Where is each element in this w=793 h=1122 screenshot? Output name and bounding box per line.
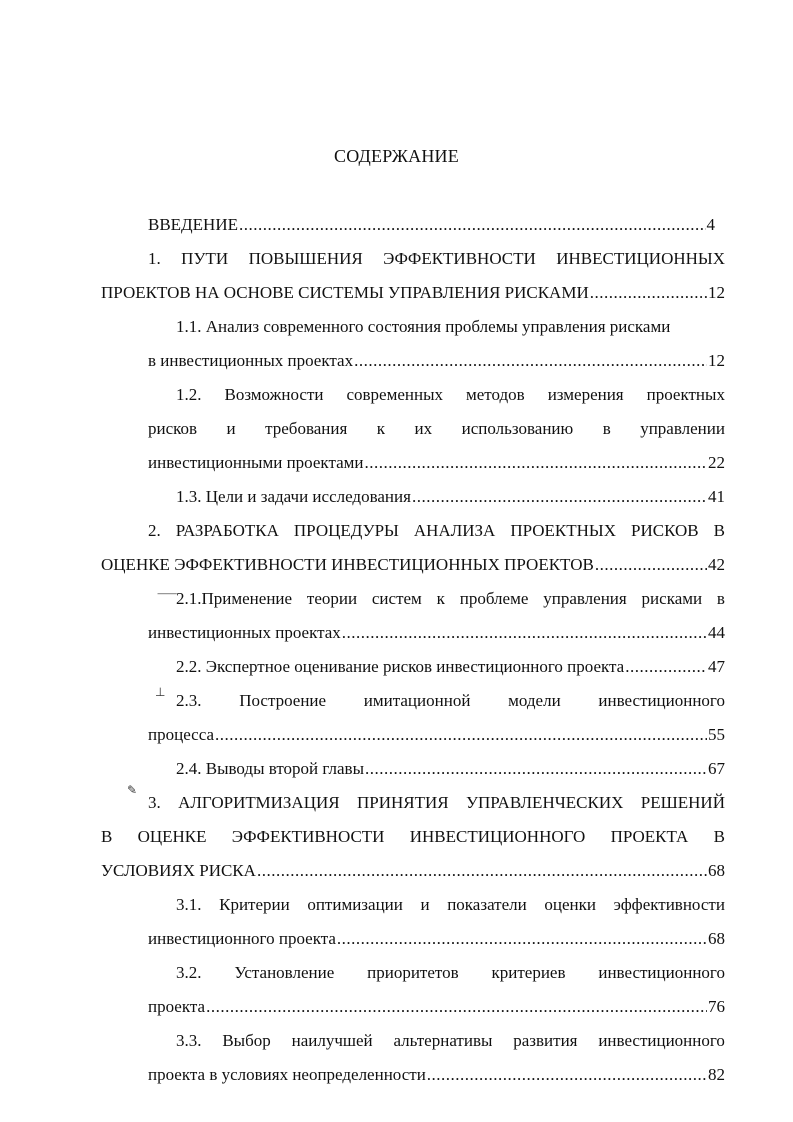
toc-entry-1-3[interactable] bbox=[0, 480, 793, 514]
word: к bbox=[436, 589, 445, 608]
word: альтернативы bbox=[393, 1031, 493, 1050]
word: развития bbox=[513, 1031, 578, 1050]
toc-page-number: 76 bbox=[708, 997, 725, 1016]
word: Построение bbox=[239, 691, 327, 710]
toc-line bbox=[176, 1024, 725, 1058]
toc-line bbox=[148, 344, 725, 378]
toc-line bbox=[148, 718, 725, 752]
toc-page-number: 68 bbox=[708, 929, 725, 948]
word: рисками bbox=[641, 589, 703, 608]
toc-entry-title: ВВЕДЕНИЕ bbox=[148, 215, 238, 234]
toc-entry-chapter-3[interactable] bbox=[0, 786, 793, 888]
word: оценки bbox=[544, 895, 596, 914]
word: ЭФФЕКТИВНОСТИ bbox=[383, 249, 536, 268]
toc-line bbox=[101, 276, 725, 310]
toc-line bbox=[176, 582, 725, 616]
toc-page-number: 12 bbox=[708, 283, 725, 302]
toc-entry-title: УСЛОВИЯХ РИСКА bbox=[101, 861, 256, 880]
toc-entry-title: инвестиционными проектами bbox=[148, 453, 364, 472]
word: ИНВЕСТИЦИОННОГО bbox=[409, 827, 586, 846]
word: их bbox=[414, 419, 433, 438]
word: 3.3. bbox=[176, 1031, 202, 1050]
word: инвестиционного bbox=[598, 691, 725, 710]
word: 2. bbox=[148, 521, 161, 540]
word: управлении bbox=[640, 419, 725, 438]
toc-line bbox=[148, 242, 725, 276]
toc-entry-chapter-1[interactable] bbox=[0, 242, 793, 310]
toc-page-number: 44 bbox=[708, 623, 725, 642]
toc-entry-2-2[interactable] bbox=[0, 650, 793, 684]
toc-entry-title: в инвестиционных проектах bbox=[148, 351, 354, 370]
word: ПРОЕКТНЫХ bbox=[510, 521, 617, 540]
word: и bbox=[226, 419, 236, 438]
word: теории bbox=[306, 589, 358, 608]
word: Критерии bbox=[219, 895, 290, 914]
word: инвестиционного bbox=[598, 963, 725, 982]
word: модели bbox=[508, 691, 561, 710]
toc-entry-chapter-2[interactable] bbox=[0, 514, 793, 582]
word: Установление bbox=[234, 963, 335, 982]
toc-entry-title: 1.1. Анализ современного состояния проблемы управления рисками bbox=[176, 317, 671, 336]
leader-dots bbox=[342, 616, 707, 650]
toc-entry-3-2[interactable] bbox=[0, 956, 793, 1024]
toc-line bbox=[176, 480, 725, 514]
toc-line bbox=[176, 378, 725, 412]
word: РИСКОВ bbox=[631, 521, 699, 540]
toc-line bbox=[101, 854, 725, 888]
word: методов bbox=[466, 385, 525, 404]
toc-entry-title: процесса bbox=[148, 725, 215, 744]
toc-entry-title: ПРОЕКТОВ НА ОСНОВЕ СИСТЕМЫ УПРАВЛЕНИЯ РИСКАМИ bbox=[101, 283, 589, 302]
toc-page-number: 42 bbox=[708, 555, 725, 574]
word: управления bbox=[543, 589, 627, 608]
word: имитационной bbox=[363, 691, 471, 710]
word: систем bbox=[371, 589, 422, 608]
toc-line bbox=[148, 616, 725, 650]
page-title: СОДЕРЖАНИЕ bbox=[334, 146, 459, 166]
word: использованию bbox=[461, 419, 574, 438]
leader-dots bbox=[215, 718, 707, 752]
word: к bbox=[376, 419, 386, 438]
leader-dots bbox=[354, 344, 707, 378]
toc-entry-2-4[interactable] bbox=[0, 752, 793, 786]
word: 3. bbox=[148, 793, 161, 812]
toc-entry-1-1[interactable] bbox=[0, 310, 793, 378]
leader-dots bbox=[206, 990, 707, 1024]
toc-line bbox=[148, 922, 725, 956]
word: РАЗРАБОТКА bbox=[175, 521, 279, 540]
leader-dots bbox=[257, 854, 707, 888]
toc-line bbox=[176, 650, 725, 684]
toc-page-number: 67 bbox=[708, 759, 725, 778]
toc-line bbox=[176, 956, 725, 990]
word: АНАЛИЗА bbox=[413, 521, 496, 540]
word: рисков bbox=[148, 419, 198, 438]
word: Возможности bbox=[224, 385, 324, 404]
word: ПУТИ bbox=[181, 249, 229, 268]
leader-dots bbox=[239, 208, 706, 242]
word: 1.2. bbox=[176, 385, 202, 404]
toc-line bbox=[148, 446, 725, 480]
handwritten-mark-icon: ⊥ bbox=[155, 685, 166, 699]
toc-page-number: 68 bbox=[708, 861, 725, 880]
word: 2.3. bbox=[176, 691, 202, 710]
word: ИНВЕСТИЦИОННЫХ bbox=[556, 249, 725, 268]
leader-dots bbox=[337, 922, 707, 956]
word: критериев bbox=[491, 963, 566, 982]
leader-dots bbox=[625, 650, 707, 684]
toc-line bbox=[176, 888, 725, 922]
toc-page-number: 12 bbox=[708, 351, 725, 370]
toc-line bbox=[176, 684, 725, 718]
toc-page-number: 55 bbox=[708, 725, 725, 744]
word: современных bbox=[346, 385, 444, 404]
toc-line bbox=[148, 786, 725, 820]
toc-entry-2-3[interactable] bbox=[0, 684, 793, 752]
word: ПРОЦЕДУРЫ bbox=[293, 521, 399, 540]
word: эффективности bbox=[613, 895, 725, 914]
word: в bbox=[602, 419, 611, 438]
word: В bbox=[713, 827, 725, 846]
leader-dots bbox=[595, 548, 707, 582]
toc-entry-3-3[interactable] bbox=[0, 1024, 793, 1092]
word: РЕШЕНИЙ bbox=[640, 793, 725, 812]
toc-entry-1-2[interactable] bbox=[0, 378, 793, 480]
leader-dots bbox=[412, 480, 707, 514]
word: 2.1.Применение bbox=[176, 589, 293, 608]
word: ЭФФЕКТИВНОСТИ bbox=[231, 827, 385, 846]
leader-dots bbox=[365, 752, 707, 786]
word: 3.1. bbox=[176, 895, 202, 914]
toc-page-number: 4 bbox=[706, 215, 715, 234]
toc-entry-title: 2.2. Экспертное оценивание рисков инвестиционного проекта bbox=[176, 657, 625, 676]
toc-entry-title: проекта bbox=[148, 997, 206, 1016]
leader-dots bbox=[590, 276, 707, 310]
toc-entry-title: ОЦЕНКЕ ЭФФЕКТИВНОСТИ ИНВЕСТИЦИОННЫХ ПРОЕКТОВ bbox=[101, 555, 594, 574]
word: измерения bbox=[547, 385, 624, 404]
toc-page-number: 22 bbox=[708, 453, 725, 472]
word: В bbox=[101, 827, 113, 846]
toc-line bbox=[148, 208, 715, 242]
toc-page-number: 41 bbox=[708, 487, 725, 506]
toc-entry-title: 1.3. Цели и задачи исследования bbox=[176, 487, 411, 506]
word: ПРИНЯТИЯ bbox=[356, 793, 449, 812]
word: и bbox=[420, 895, 430, 914]
word: приоритетов bbox=[367, 963, 459, 982]
word: требования bbox=[265, 419, 348, 438]
word: проектных bbox=[646, 385, 725, 404]
toc-entry-3-1[interactable] bbox=[0, 888, 793, 956]
toc-entry-title: 2.4. Выводы второй главы bbox=[176, 759, 364, 778]
handwritten-mark-icon: ✎ bbox=[127, 783, 138, 797]
toc-entry-title: инвестиционного проекта bbox=[148, 929, 336, 948]
toc-entry-2-1[interactable] bbox=[0, 582, 793, 650]
toc-line bbox=[148, 514, 725, 548]
toc-page-number: 82 bbox=[708, 1065, 725, 1084]
leader-dots bbox=[365, 446, 707, 480]
toc-page-number: 47 bbox=[708, 657, 725, 676]
toc-line bbox=[101, 548, 725, 582]
word: В bbox=[713, 521, 725, 540]
toc-entry-intro[interactable] bbox=[0, 208, 793, 242]
handwritten-mark-icon: ⸺ bbox=[157, 586, 178, 600]
toc-line bbox=[148, 1058, 725, 1092]
toc-line bbox=[148, 990, 725, 1024]
word: проблеме bbox=[459, 589, 529, 608]
word: инвестиционного bbox=[598, 1031, 725, 1050]
word: в bbox=[716, 589, 725, 608]
word: АЛГОРИТМИЗАЦИЯ bbox=[178, 793, 340, 812]
word: оптимизации bbox=[307, 895, 403, 914]
word: ПРОЕКТА bbox=[610, 827, 689, 846]
toc-line bbox=[176, 310, 670, 344]
word: ПОВЫШЕНИЯ bbox=[248, 249, 363, 268]
toc-line bbox=[148, 412, 725, 446]
toc-line bbox=[176, 752, 725, 786]
word: УПРАВЛЕНЧЕСКИХ bbox=[465, 793, 624, 812]
word: Выбор bbox=[222, 1031, 271, 1050]
word: 1. bbox=[148, 249, 161, 268]
word: 3.2. bbox=[176, 963, 202, 982]
toc-line bbox=[101, 820, 725, 854]
leader-dots bbox=[427, 1058, 707, 1092]
word: показатели bbox=[447, 895, 527, 914]
word: наилучшей bbox=[291, 1031, 373, 1050]
word: ОЦЕНКЕ bbox=[137, 827, 207, 846]
toc-entry-title: инвестиционных проектах bbox=[148, 623, 341, 642]
toc-entry-title: проекта в условиях неопределенности bbox=[148, 1065, 426, 1084]
